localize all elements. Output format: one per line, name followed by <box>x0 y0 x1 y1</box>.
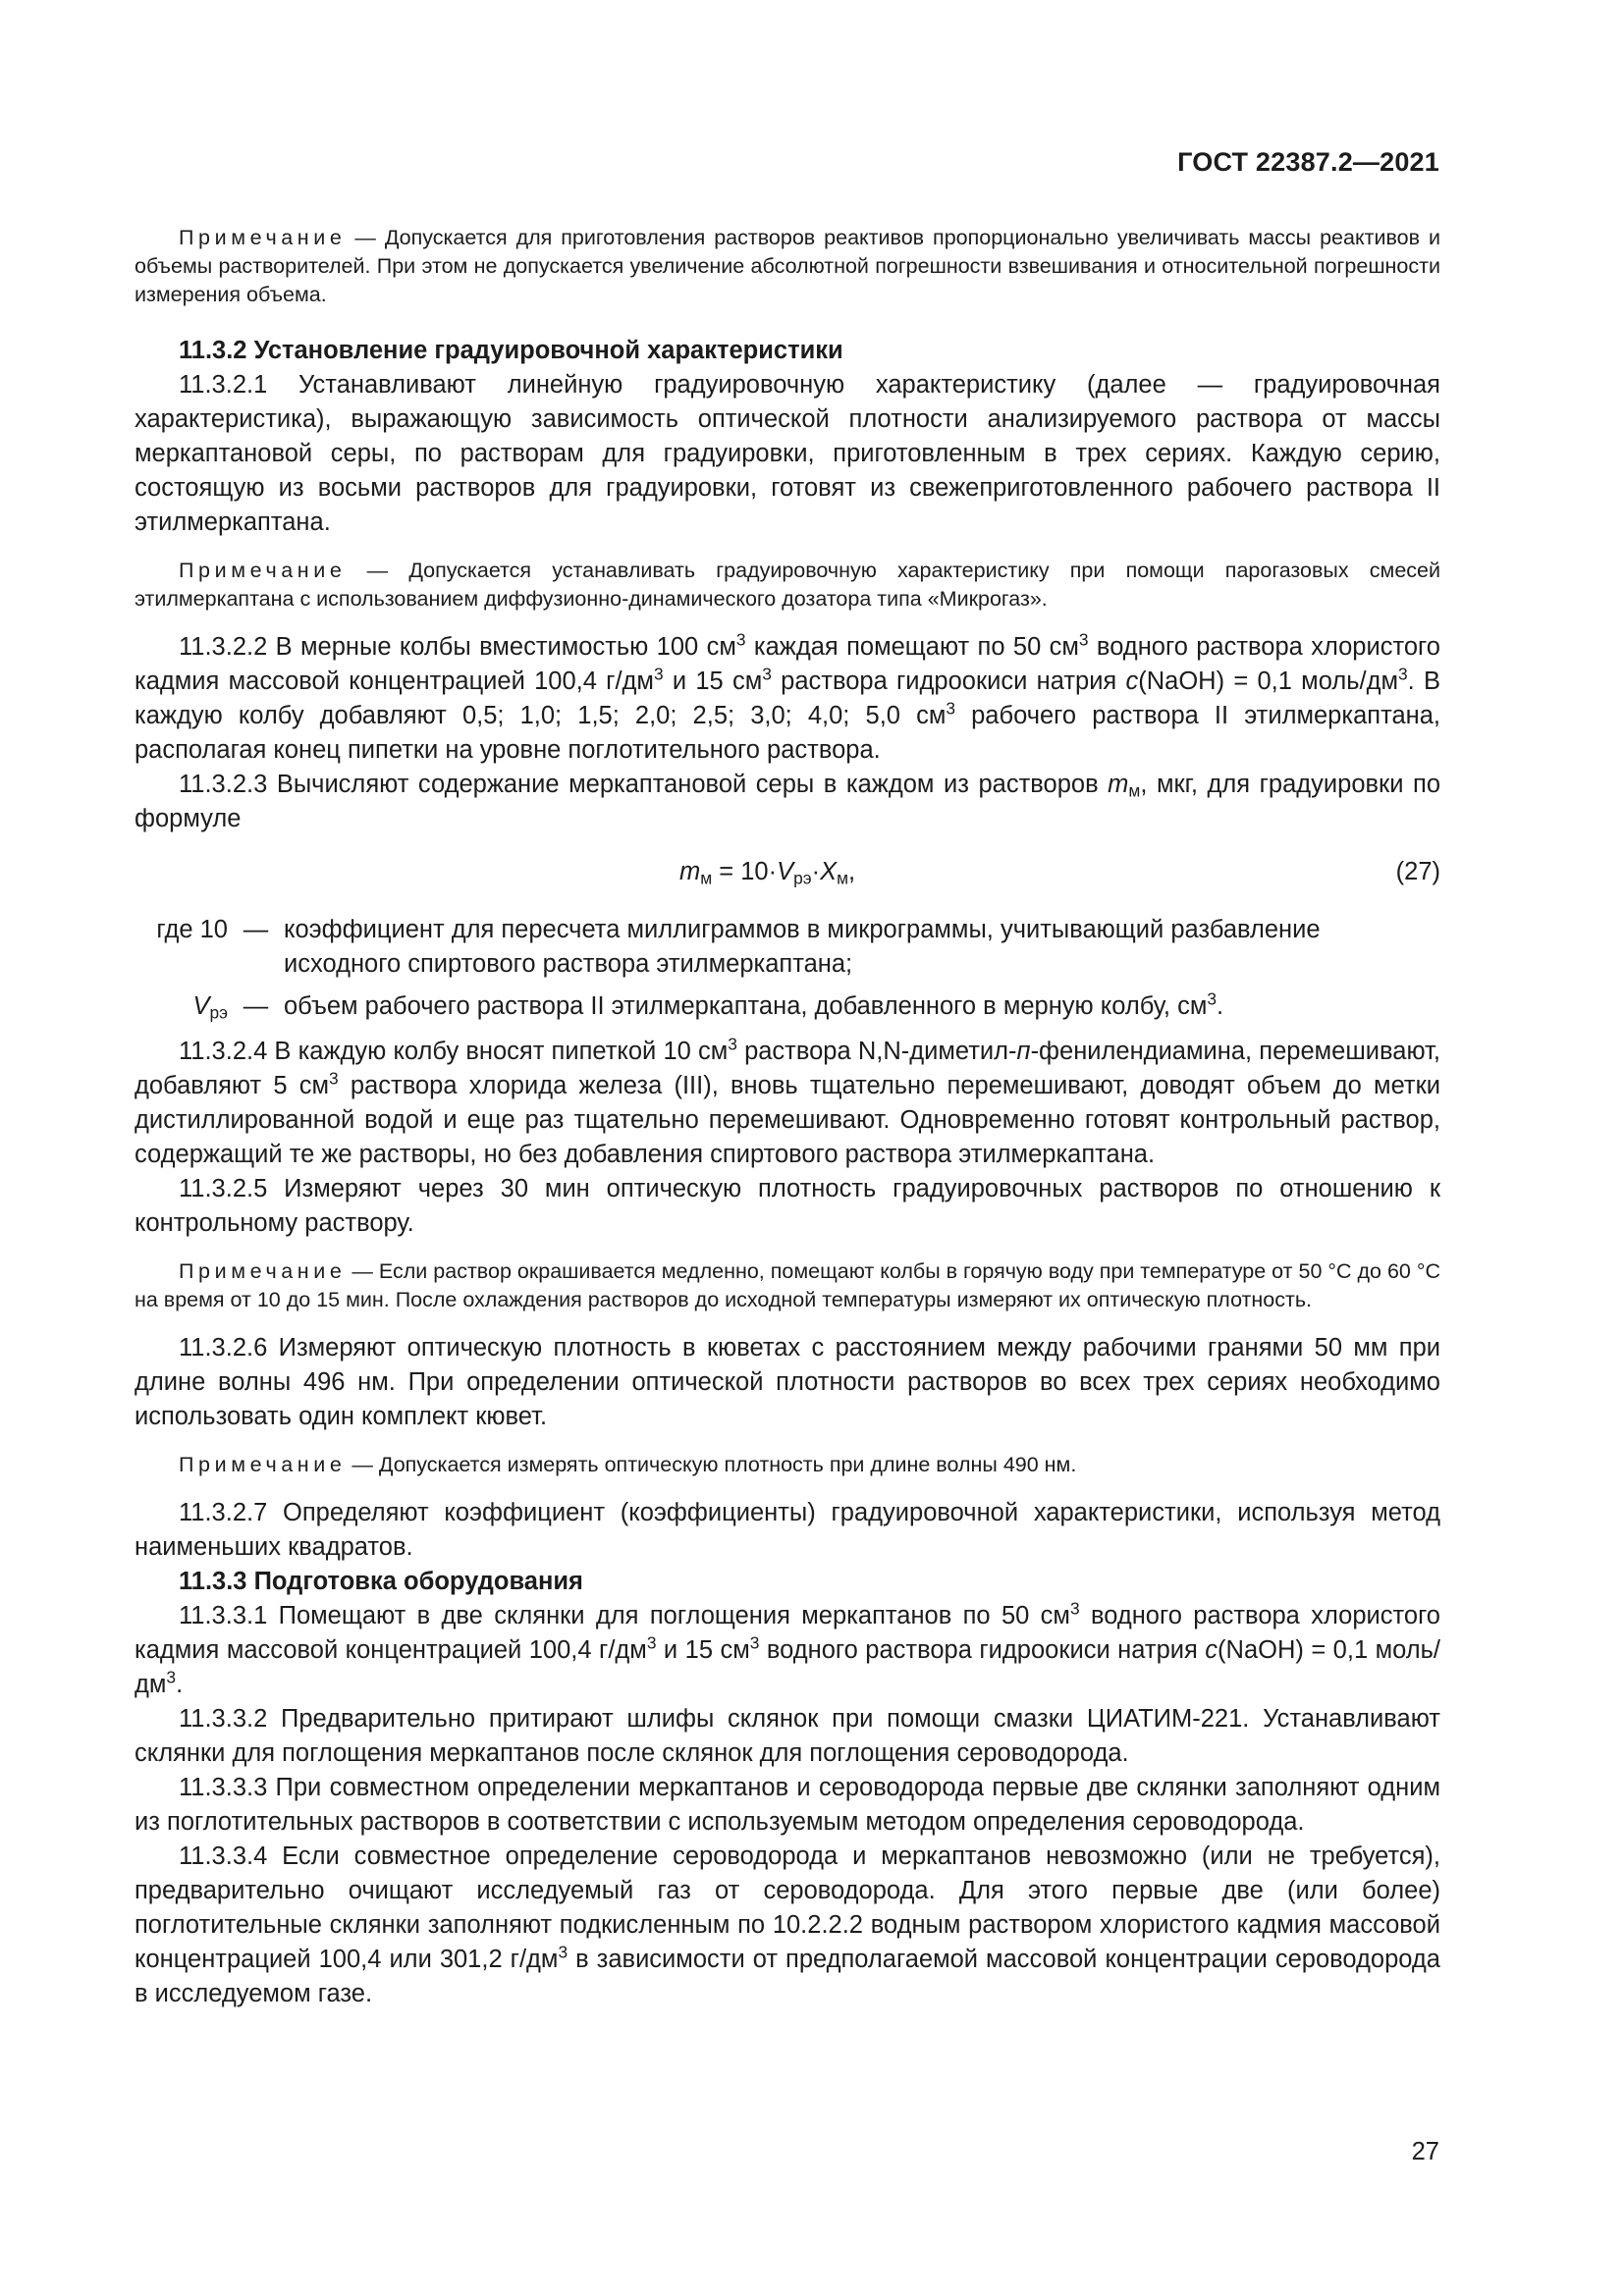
paragraph-11-3-2-4: 11.3.2.4 В каждую колбу вносят пипеткой 10 $см^3$ раствора N,N-диметил-п-фенилендиамина, перемешивают, добавляют 5 $см^3$ раствора хлорида железа (III), вновь тщательно перемешивают, доводят объем до метки дистиллированной водой и еще раз тщательно перемешивают. Одновременно готовят контрольный раствор, содержащий те же растворы, но без добавления спиртового раствора этилмеркаптана. <box>135 1034 1440 1168</box>
note-label: Примечание <box>179 1259 347 1283</box>
paragraph-11-3-2-7: 11.3.2.7 Определяют коэффициент (коэффициенты) градуировочной характеристики, используя метод наименьших квадратов. <box>135 1499 1440 1561</box>
note-text: — Допускается устанавливать градуировочную характеристику при помощи парогазовых смесей этилмеркаптана с использованием диффузионно-динамического дозатора типа «Микрогаз». <box>135 559 1440 611</box>
formula-legend <box>135 913 1440 1024</box>
section-heading-11-3-3: 11.3.3 Подготовка оборудования <box>179 1568 583 1595</box>
legend-row-vre: $V_{рэ}$ — объем рабочего раствора II этилмеркаптана, добавленного в мерную колбу, $см^3$. <box>192 988 1224 1023</box>
paragraph-11-3-3-4: 11.3.3.4 Если совместное определение сероводорода и меркаптанов невозможно (или не требуется), предварительно очищают исследуемый газ от сероводорода. Для этого первые две (или более) поглотительные склянки заполняют подкисленным по 10.2.2.2 водным раствором хлористого кадмия массовой концентрацией 100,4 или 301,2 $г/дм^3$ в зависимости от предполагаемой массовой концентрации сероводорода в исследуемом газе. <box>135 1842 1440 2007</box>
note-4 <box>135 1451 1440 1479</box>
formula-expression: $m_м = 10\cdot V_{рэ}\cdot X_м$, <box>679 858 856 888</box>
paragraph-11-3-2-6: 11.3.2.6 Измеряют оптическую плотность в кюветах с расстоянием между рабочими гранями 50 мм при длине волны 496 нм. При определении оптической плотности растворов во всех трех сериях необходимо использовать один комплект кювет. <box>135 1334 1440 1430</box>
note-label: Примечание <box>179 559 347 582</box>
paragraph-11-3-2-5: 11.3.2.5 Измеряют через 30 мин оптическую плотность градуировочных растворов по отношению к контрольному раствору. <box>135 1175 1440 1237</box>
paragraph-11-3-2-2: 11.3.2.2 В мерные колбы вместимостью 100 $см^3$ каждая помещают по 50 $см^3$ водного раствора хлористого кадмия массовой концентрацией 100,4 $г/дм^3$ и 15 $см^3$ раствора гидроокиси натрия c(NaOH) = 0,1 моль/$дм^3$. В каждую колбу добавляют 0,5; 1,0; 1,5; 2,0; 2,5; 3,0; 4,0; 5,0 $см^3$ рабочего раствора II этилмеркаптана, располагая конец пипетки на уровне поглотительного раствора. <box>135 629 1440 764</box>
formula-27 <box>135 850 1440 905</box>
formula-number: (27) <box>1395 858 1440 885</box>
paragraph-11-3-3-2: 11.3.3.2 Предварительно притирают шлифы склянок при помощи смазки ЦИАТИМ-221. Устанавливают склянки для поглощения меркаптанов после склянок для поглощения сероводорода. <box>135 1705 1440 1767</box>
note-label: Примечание <box>179 226 347 249</box>
paragraph-11-3-2-1: 11.3.2.1 Устанавливают линейную градуировочную характеристику (далее — градуировочная характеристика), выражающую зависимость оптической плотности анализируемого раствора от массы меркаптановой серы, по растворам для градуировки, приготовленным в трех сериях. Каждую серию, состоящую из восьми растворов для градуировки, готовят из свежеприготовленного рабочего раствора II этилмеркаптана. <box>135 371 1440 536</box>
document-code-header: ГОСТ 22387.2—2021 <box>1177 147 1439 177</box>
note-text: — Допускается измерять оптическую плотность при длине волны 490 нм. <box>346 1453 1077 1476</box>
note-label: Примечание <box>179 1453 347 1476</box>
section-heading-11-3-2: 11.3.2 Установление градуировочной характеристики <box>179 337 843 364</box>
page-number: 27 <box>1411 2138 1439 2165</box>
note-1 <box>135 224 1440 309</box>
paragraph-11-3-3-1: 11.3.3.1 Помещают в две склянки для поглощения меркаптанов по 50 $см^3$ водного раствора хлористого кадмия массовой концентрацией 100,4 $г/дм^3$ и 15 $см^3$ водного раствора гидроокиси натрия c(NaOH) = 0,1 моль/$дм^3$. <box>135 1598 1441 1698</box>
page-content <box>135 224 1440 2011</box>
note-3 <box>135 1257 1440 1314</box>
note-2 <box>135 557 1440 614</box>
note-text: — Если раствор окрашивается медленно, помещают колбы в горячую воду при температуре от 50 °С до 60 °С на время от 10 до 15 мин. После охлаждения растворов до исходной температуры измеряют их оптическую плотность. <box>135 1259 1440 1311</box>
paragraph-11-3-2-3: 11.3.2.3 Вычисляют содержание меркаптановой серы в каждом из растворов $m_м$, мкг, для градуировки по формуле <box>135 771 1440 832</box>
legend-row-10: где 10 — коэффициент для пересчета миллиграммов в микрограммы, учитывающий разбавление исходного спиртового раствора этилмеркаптана; <box>156 916 1321 978</box>
note-text: — Допускается для приготовления растворов реактивов пропорционально увеличивать массы реактивов и объемы растворителей. При этом не допускается увеличение абсолютной погрешности взвешивания и относительной погрешности измерения объема. <box>135 226 1440 306</box>
paragraph-11-3-3-3: 11.3.3.3 При совместном определении меркаптанов и сероводорода первые две склянки заполняют одним из поглотительных растворов в соответствии с используемым методом определения сероводорода. <box>135 1774 1440 1836</box>
